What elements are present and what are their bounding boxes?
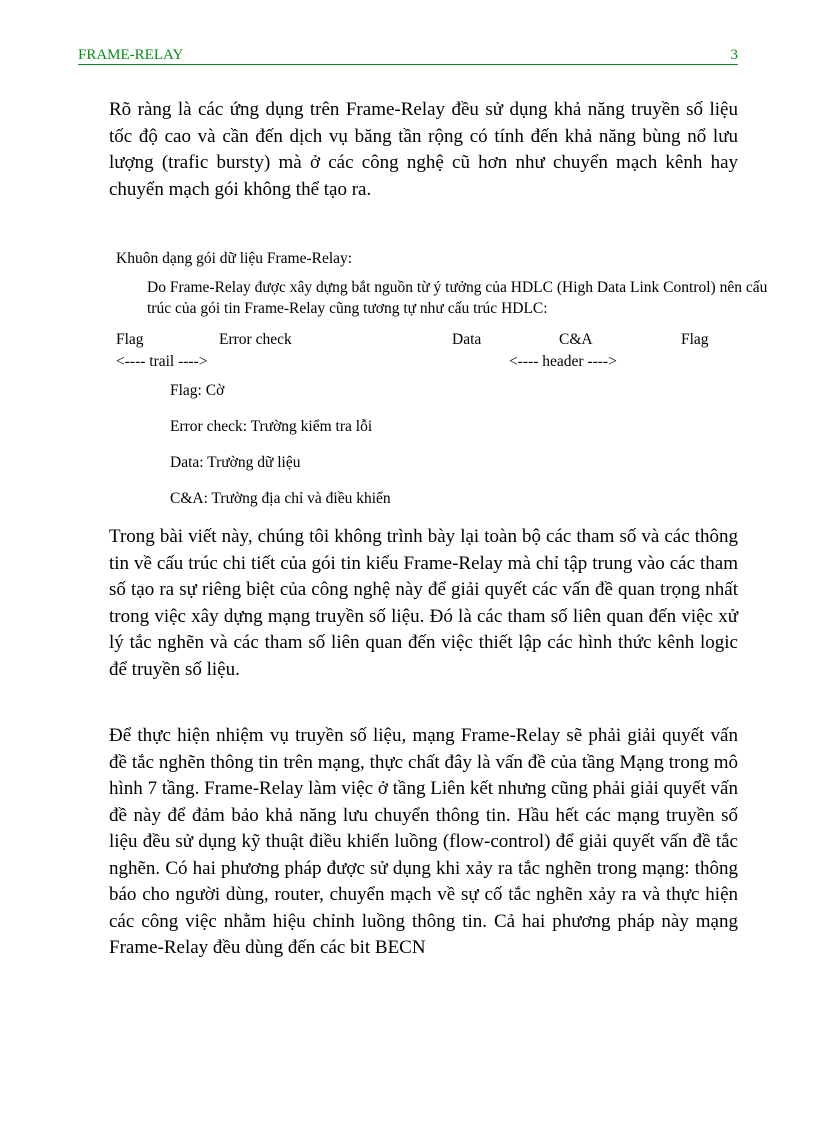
header-label: <---- header ---->	[509, 353, 617, 370]
header-title: FRAME-RELAY	[78, 47, 184, 63]
field-flag-start: Flag	[116, 331, 144, 348]
paragraph-congestion: Để thực hiện nhiệm vụ truyền số liệu, mạng Frame-Relay sẽ phải giải quyết vấn đề tắc nghẽn thông tin trên mạng, thực chất đây là vấn đề của tầng Mạng trong mô hình 7 tầng. Frame-Relay làm việc ở tầng Liên kết nhưng cũng phải giải quyết vấn đề này để đảm bảo khả năng lưu chuyển thông tin. Hầu hết các mạng truyền số liệu đều sử dụng kỹ thuật điều khiển luồng (flow-control) để giải quyết vấn đề tắc nghẽn. Có hai phương pháp được sử dụng khi xảy ra tắc nghẽn trong mạng: thông báo cho người dùng, router, chuyển mạch về sự cố tắc nghẽn xảy ra và thực hiện các công việc nhằm hiệu chỉnh luồng thông tin. Cả hai phương pháp này mạng Frame-Relay đều dùng đến các bit BECN	[109, 725, 738, 958]
trail-label: <---- trail ---->	[116, 353, 208, 370]
definition-flag: Flag: Cờ	[170, 382, 225, 399]
definition-error-check: Error check: Trường kiểm tra lỗi	[170, 418, 373, 435]
definition-ca: C&A: Trường địa chỉ và điều khiển	[170, 490, 391, 507]
field-data: Data	[452, 331, 482, 348]
definition-data: Data: Trường dữ liệu	[170, 454, 301, 471]
field-flag-end: Flag	[681, 331, 709, 348]
frame-format-title: Khuôn dạng gói dữ liệu Frame-Relay:	[116, 250, 353, 267]
field-ca: C&A	[559, 331, 593, 348]
paragraph-scope: Trong bài viết này, chúng tôi không trình bày lại toàn bộ các tham số và các thông tin về cấu trúc chi tiết của gói tin kiểu Frame-Relay mà chỉ tập trung vào các tham số tạo ra sự riêng biệt của công nghệ này để giải quyết các vấn đề quan trọng nhất trong việc xây dựng mạng truyền số liệu. Đó là các tham số liên quan đến việc xử lý tắc nghẽn và các tham số liên quan đến việc thiết lập các hình thức kênh logic để truyền số liệu.	[109, 526, 738, 680]
frame-format-description: Do Frame-Relay được xây dựng bắt nguồn từ ý tưởng của HDLC (High Data Link Control) nên cấu trúc của gói tin Frame-Relay cũng tương tự như cấu trúc HDLC:	[147, 279, 768, 317]
paragraph-intro: Rõ ràng là các ứng dụng trên Frame-Relay đều sử dụng khả năng truyền số liệu tốc độ cao và cần đến dịch vụ băng tần rộng có tính đến khả năng bùng nổ lưu lượng (trafic bursty) mà ở các công nghệ cũ hơn như chuyển mạch kênh hay chuyển mạch gói không thể tạo ra.	[109, 99, 738, 200]
page-header	[78, 47, 738, 65]
field-error-check: Error check	[219, 331, 292, 348]
page-number: 3	[730, 47, 738, 63]
